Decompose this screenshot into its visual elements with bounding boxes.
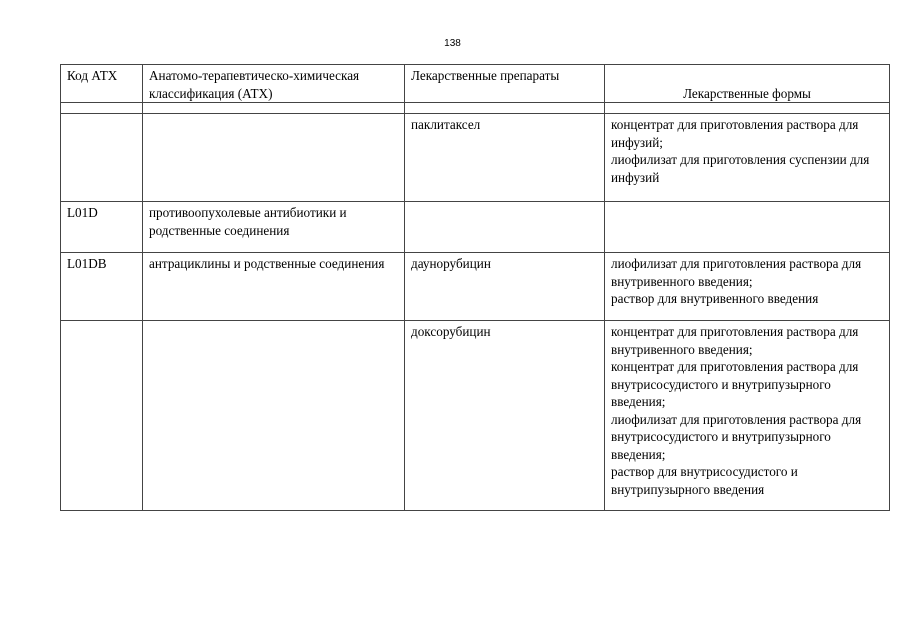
dosage-form-line: раствор для внутрисосудистого и внутрипузырного введения [611,464,798,497]
classification-cell [143,114,405,202]
forms-cell [605,114,890,202]
forms-cell [605,253,890,321]
drug-cell: доксорубицин [405,321,605,511]
page-number: 138 [444,38,461,49]
dosage-form-line: концентрат для приготовления раствора для внутрисосудистого и внутрипузырного введения; [611,359,859,409]
atc-code-cell [61,321,143,511]
atc-code-cell [61,114,143,202]
drug-cell: даунорубицин [405,253,605,321]
table-row [61,114,890,202]
table-row [61,321,890,511]
spacer-cell [61,103,143,114]
classification-cell: антрациклины и родственные соединения [143,253,405,321]
drug-cell [405,202,605,253]
header-drugs: Лекарственные препараты [405,65,605,103]
classification-cell [143,321,405,511]
forms-cell [605,202,890,253]
forms-cell [605,321,890,511]
atc-code-cell: L01D [61,202,143,253]
classification-cell: противоопухолевые антибиотики и родственные соединения [143,202,405,253]
spacer-cell [143,103,405,114]
dosage-form-line: лиофилизат для приготовления раствора для внутрисосудистого и внутрипузырного введения; [611,411,862,462]
header-atc-code: Код АТХ [61,65,143,103]
header-dosage-forms: Лекарственные формы [605,65,890,103]
atc-drug-table [60,64,890,511]
table-row [61,253,890,321]
atc-code-cell: L01DB [61,253,143,321]
table-row [61,202,890,253]
dosage-form-line: концентрат для приготовления раствора для внутривенного введения; [611,324,859,357]
dosage-form-line: раствор для внутривенного введения [611,291,819,306]
spacer-cell [405,103,605,114]
dosage-form-line: лиофилизат для приготовления суспензии для инфузий [611,152,870,185]
spacer-cell [605,103,890,114]
table-header-row [61,65,890,103]
table-spacer-row [61,103,890,114]
header-atc-classification: Анатомо-терапевтическо-химическая классификация (АТХ) [143,65,405,103]
drug-cell: паклитаксел [405,114,605,202]
dosage-form-line: лиофилизат для приготовления раствора для внутривенного введения; [611,256,862,289]
dosage-form-line: концентрат для приготовления раствора для инфузий; [611,117,859,150]
